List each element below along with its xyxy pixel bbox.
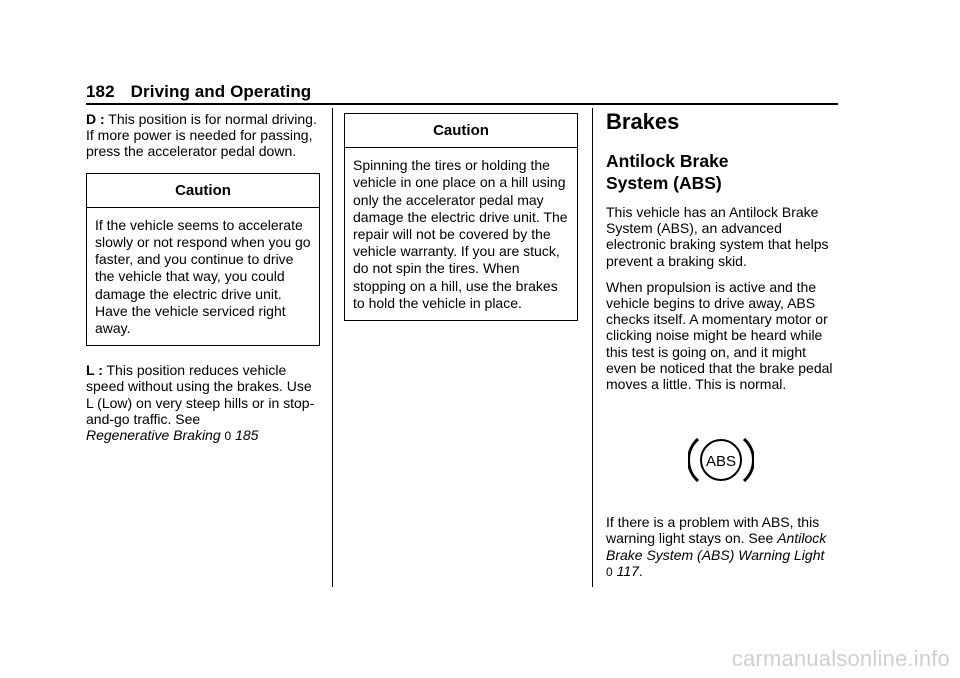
abs-paragraph-2: When propulsion is active and the vehicle begins to drive away, ABS checks itself. A momentary motor or clicking noise might be heard while this test is going on, and it might even be noticed that the brake pedal moves a little. This is normal. [606,278,833,393]
l-paragraph [86,362,320,444]
abs-paragraph-3 [606,514,840,580]
abs-p3-text: If there is a problem with ABS, this warning light stays on. See [606,514,820,547]
caution-box-2 [344,113,578,321]
l-text: This position reduces vehicle speed without using the brakes. Use L (Low) on very steep hills or in stop-and-go traffic. See [86,362,315,427]
abs-ref-page[interactable]: 117 [616,562,639,579]
page-header [86,82,311,102]
column-divider-1 [332,108,333,587]
subsection-heading-abs: Antilock Brake System (ABS) [606,151,729,193]
l-term: L : [86,362,103,379]
column-1 [86,111,320,454]
caution-title: Caution [87,174,319,208]
abs-paragraph-1: This vehicle has an Antilock Brake System (ABS), an advanced electronic braking system that helps prevent a braking skid. [606,204,829,269]
page-ref-arrow-icon: 0 [224,429,232,444]
l-ref-page[interactable]: 185 [235,427,259,444]
abs-icon-label: ABS [705,453,737,471]
abs-warning-light-link[interactable]: Antilock Brake System (ABS) Warning Light [606,530,827,563]
abs-warning-light-icon [688,434,754,486]
watermark: carmanualsonline.info [731,646,950,671]
d-paragraph [86,111,320,160]
d-text: This position is for normal driving. If more power is needed for passing, press the accelerator pedal down. [86,111,317,160]
header-rule [86,103,838,105]
page-ref-arrow-icon: 0 [606,564,613,579]
page-number: 182 [86,82,115,101]
section-title: Driving and Operating [130,82,312,101]
regenerative-braking-link[interactable]: Regenerative Braking [86,427,221,444]
d-term: D : [86,111,105,127]
caution-text: Spinning the tires or holding the vehicle in one place on a hill using only the accelerator pedal may damage the electric drive unit. The repair will not be covered by the vehicle warranty. If you are stuck, do not spin the tires. When stopping on a hill, use the brakes to hold the vehicle in place. [353,157,568,311]
abs-warning-light [606,402,840,514]
column-divider-2 [592,108,593,587]
section-heading-brakes: Brakes [606,109,680,134]
caution-title: Caution [345,114,577,148]
caution-box-1 [86,173,320,347]
column-2 [344,113,578,321]
caution-text: If the vehicle seems to accelerate slowly or not respond when you go faster, and you continue to drive the vehicle that way, you could damage the electric drive unit. Have the vehicle serviced right away. [95,216,311,337]
abs-p3-end: . [638,562,643,579]
column-3 [606,110,840,590]
